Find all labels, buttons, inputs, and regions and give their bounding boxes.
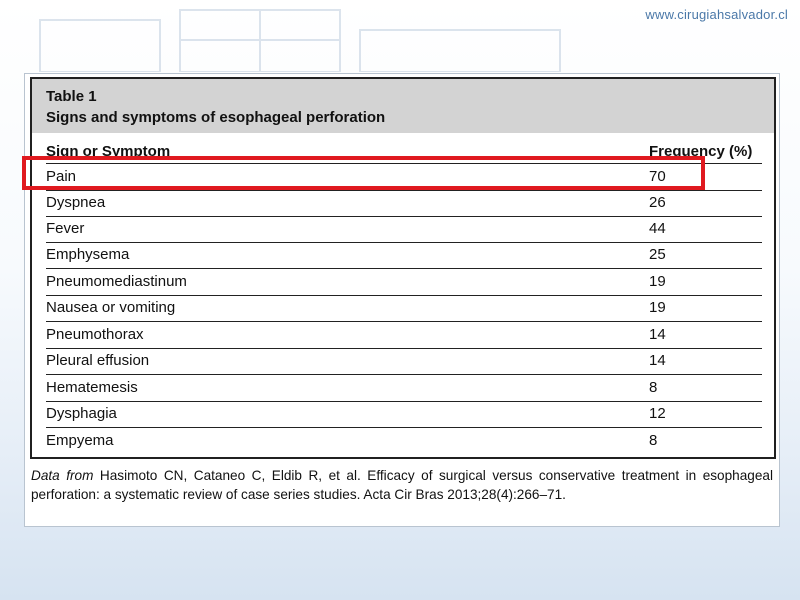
data-table [30, 77, 776, 459]
column-header-frequency: Frequency (%) [649, 143, 753, 160]
row-sign: Dyspnea [46, 194, 106, 211]
decorative-building-outline [30, 0, 590, 72]
table-row [46, 269, 762, 296]
row-frequency: 44 [649, 220, 666, 237]
row-sign: Fever [46, 220, 85, 237]
row-sign: Emphysema [46, 246, 130, 263]
table-title-band [32, 79, 774, 133]
row-frequency: 19 [649, 273, 666, 290]
row-sign: Pleural effusion [46, 352, 150, 369]
row-sign: Pneumomediastinum [46, 273, 187, 290]
table-row [46, 322, 762, 349]
table-citation [31, 466, 773, 504]
citation-text: Hasimoto CN, Cataneo C, Eldib R, et al. Efficacy of surgical versus conservative treatment in esophageal perforation: a systematic review of case series studies. Acta Cir Bras 2013;28(4):266–71. [31, 468, 774, 502]
table-row [46, 428, 762, 454]
row-sign: Empyema [46, 432, 114, 449]
row-frequency: 70 [649, 168, 666, 185]
row-sign: Pneumothorax [46, 326, 144, 343]
row-frequency: 14 [649, 352, 666, 369]
table-row [46, 401, 762, 428]
row-frequency: 8 [649, 432, 658, 449]
row-sign: Pain [46, 168, 77, 185]
table-figure [24, 73, 780, 527]
table-title: Signs and symptoms of esophageal perforation [46, 109, 386, 126]
table-row [46, 216, 762, 243]
citation-prefix: Data from [31, 468, 94, 483]
table-row [46, 375, 762, 402]
table-row [46, 242, 762, 269]
row-frequency: 8 [649, 379, 658, 396]
table-label: Table 1 [46, 88, 97, 105]
row-frequency: 25 [649, 246, 666, 263]
row-sign: Hematemesis [46, 379, 138, 396]
table-row [46, 348, 762, 375]
table-row [46, 295, 762, 322]
highlight-box-pain-row [22, 156, 705, 190]
row-frequency: 26 [649, 194, 666, 211]
table-row [46, 190, 762, 217]
row-frequency: 19 [649, 299, 666, 316]
column-header-sign: Sign or Symptom [46, 143, 171, 160]
row-sign: Nausea or vomiting [46, 299, 176, 316]
row-frequency: 14 [649, 326, 666, 343]
row-frequency: 12 [649, 405, 666, 422]
row-sign: Dysphagia [46, 405, 117, 422]
site-watermark: www.cirugiahsalvador.cl [645, 7, 788, 22]
